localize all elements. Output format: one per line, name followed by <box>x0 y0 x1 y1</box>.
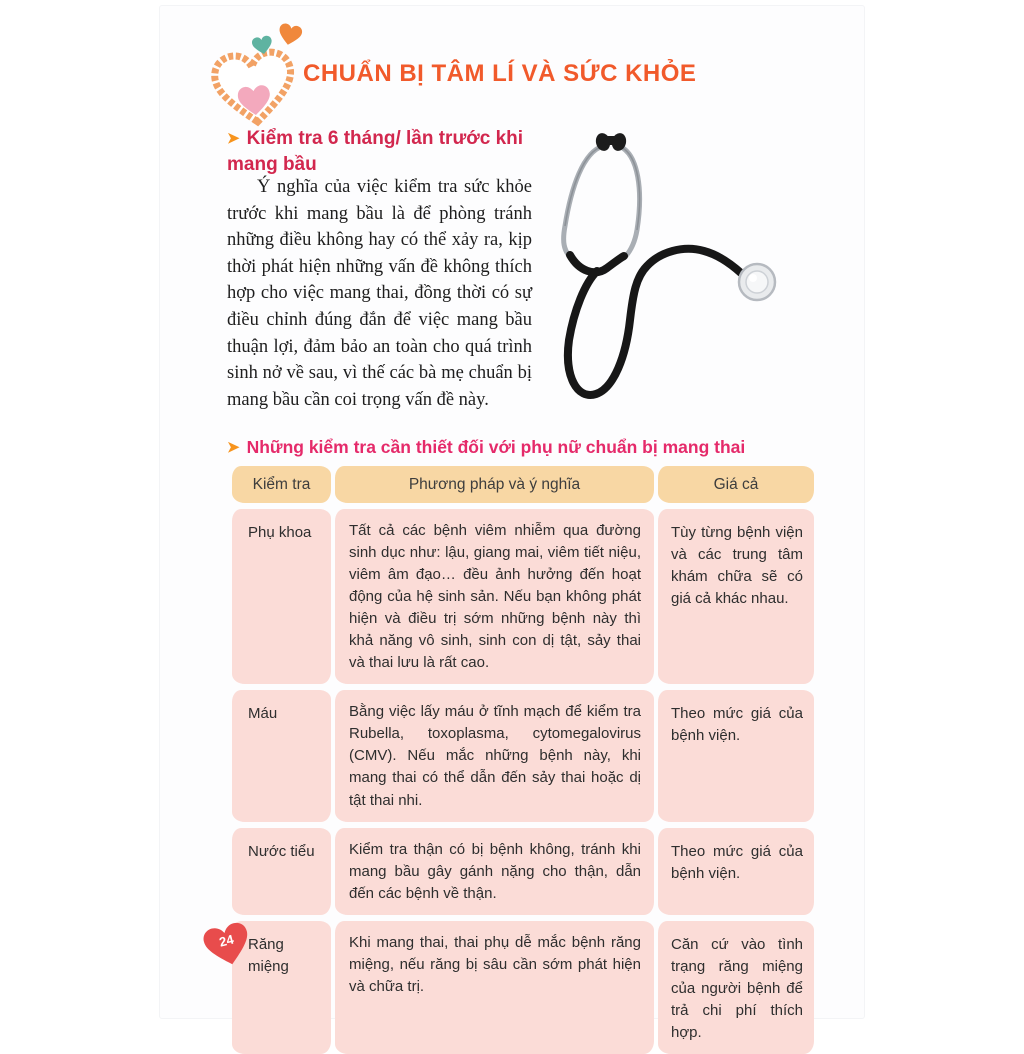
test-method-cell: Bằng việc lấy máu ở tĩnh mạch để kiểm tra Rubella, toxoplasma, cytomegalovirus (CMV). Nếu mắc những bệnh này, khi mang thai có thể dẫn đến sảy thai hoặc dị tật thai nhi. <box>335 690 654 821</box>
column-header: Phương pháp và ý nghĩa <box>335 466 654 503</box>
test-price-cell: Theo mức giá của bệnh viện. <box>658 828 814 915</box>
test-price-cell: Tùy từng bệnh viện và các trung tâm khám chữa sẽ có giá cả khác nhau. <box>658 509 814 684</box>
test-name-cell: Răng miệng <box>232 921 331 1054</box>
table-row <box>232 921 810 1054</box>
checklist-table <box>232 466 810 1054</box>
table-row <box>232 690 810 821</box>
intro-paragraph: Ý nghĩa của việc kiểm tra sức khỏe trước khi mang bầu là để phòng tránh những điều không hay có thể xảy ra, kịp thời phát hiện những vấn đề không thích hợp cho việc mang thai, đồng thời có sự điều chỉnh đúng đắn để việc mang bầu thuận lợi, đảm bảo an toàn cho quá trình sinh nở về sau, vì thế các bà mẹ chuẩn bị mang bầu cần coi trọng vấn đề này. <box>227 177 532 410</box>
arrow-bullet-icon: ➤ <box>227 130 240 147</box>
arrow-bullet-icon: ➤ <box>227 439 240 456</box>
section-heading-checkup <box>227 126 543 177</box>
page-title: CHUẨN BỊ TÂM LÍ VÀ SỨC KHỎE <box>303 60 697 87</box>
test-name-cell: Nước tiểu <box>232 828 331 915</box>
section-heading-checkup-label: Kiểm tra 6 tháng/ lần trước khi mang bầu <box>227 128 524 175</box>
table-row <box>232 509 810 684</box>
test-name-cell: Máu <box>232 690 331 821</box>
column-header: Kiểm tra <box>232 466 331 503</box>
test-price-cell: Theo mức giá của bệnh viện. <box>658 690 814 821</box>
stethoscope-image <box>533 130 825 422</box>
test-method-cell: Kiểm tra thận có bị bệnh không, tránh khi mang bầu gây gánh nặng cho thận, dẫn đến các bệnh về thận. <box>335 828 654 915</box>
test-method-cell: Tất cả các bệnh viêm nhiễm qua đường sinh dục như: lậu, giang mai, viêm tiết niệu, viêm âm đạo… đều ảnh hưởng đến hoạt động của hệ sinh sản. Nếu bạn không phát hiện và điều trị sớm những bệnh này thì khả năng vô sinh, sinh con dị tật, sảy thai và thai lưu là rất cao. <box>335 509 654 684</box>
section-heading-tests-label: Những kiểm tra cần thiết đối với phụ nữ chuẩn bị mang thai <box>246 437 746 457</box>
test-price-cell: Căn cứ vào tình trạng răng miệng của người bệnh để trả chi phí thích hợp. <box>658 921 814 1054</box>
column-header: Giá cả <box>658 466 814 503</box>
table-row <box>232 828 810 915</box>
page-number: 24 <box>217 931 236 950</box>
test-name-cell: Phụ khoa <box>232 509 331 684</box>
hearts-decoration-icon <box>204 18 314 128</box>
section-heading-tests <box>227 437 807 458</box>
test-method-cell: Khi mang thai, thai phụ dễ mắc bệnh răng miệng, nếu răng bị sâu cần sớm phát hiện và chữa trị. <box>335 921 654 1054</box>
table-header-row <box>232 466 810 503</box>
